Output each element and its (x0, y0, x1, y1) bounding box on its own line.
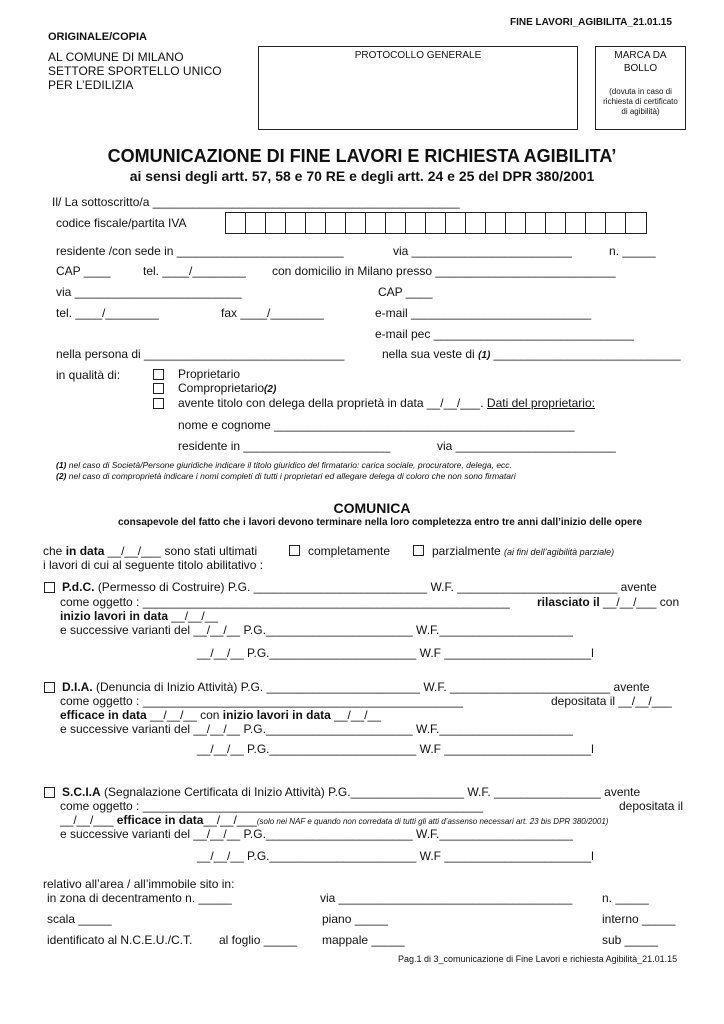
comproprietario-ref: (2) (264, 384, 277, 395)
foglio-field[interactable]: al foglio _____ (219, 933, 298, 947)
pdc-oggetto-field[interactable]: come oggetto : _______________________________________________________ (60, 595, 510, 609)
qualita-label: in qualità di: (56, 368, 121, 382)
completamente-label: completamente (308, 544, 391, 558)
in-data-label: in data (65, 544, 105, 558)
veste-field[interactable] (382, 347, 681, 361)
dia-efficace-field[interactable] (60, 708, 381, 722)
avente-titolo-label (178, 396, 595, 410)
pdc-line[interactable] (62, 580, 657, 594)
footnote-2 (56, 471, 516, 481)
scia-efficace-field[interactable] (60, 813, 608, 827)
footnote-1-ref: (1) (56, 460, 67, 470)
parzialmente-text: parzialmente (432, 544, 501, 558)
pdc-inizio-field[interactable] (60, 609, 218, 623)
parzialmente-note: (ai fini dell’agibilità parziale) (504, 547, 615, 557)
marca-note-3: di agibilità) (621, 107, 660, 116)
scia-label: S.C.I.A (62, 785, 101, 799)
dia-checkbox[interactable] (44, 682, 55, 693)
protocollo-label: PROTOCOLLO GENERALE (354, 50, 482, 61)
persona-field[interactable]: nella persona di ______________________________ (56, 347, 345, 361)
footnote-1 (56, 460, 512, 470)
parzialmente-label (432, 544, 614, 558)
pdc-inizio-label: inizio lavori in data (60, 609, 169, 623)
parzialmente-checkbox[interactable] (413, 545, 424, 556)
identificato-label: identificato al N.C.E.U./C.T. (47, 933, 193, 947)
nome-cognome-field[interactable]: nome e cognome _____________________________________________ (178, 418, 575, 432)
avente-titolo-text: avente titolo con delega della proprietà in data __/__/___. (178, 396, 484, 410)
avente-titolo-checkbox[interactable] (153, 398, 164, 409)
completamente-checkbox[interactable] (289, 545, 300, 556)
scia-depositata-label: depositata il (619, 799, 684, 813)
numero-immobile-field[interactable]: n. _____ (602, 891, 649, 905)
page-subtitle: ai sensi degli artt. 57, 58 e 70 RE e degli artt. 24 e 25 del DPR 380/2001 (129, 168, 595, 184)
addressee-line-3: PER L’EDILIZIA (48, 78, 134, 92)
interno-field[interactable]: interno _____ (602, 912, 676, 926)
originale-copia: ORIGINALE/COPIA (48, 31, 148, 43)
zona-field[interactable]: in zona di decentramento n. _____ (47, 891, 232, 905)
scia-varianti-field-2[interactable]: __/__/__ P.G.______________________ W.F ______________________l (197, 849, 594, 863)
veste-line: ____________________________ (493, 347, 681, 361)
proprietario-label: Proprietario (178, 367, 241, 381)
footnote-1-text: nel caso di Società/Persone giuridiche indicare il titolo giuridico del firmatario: carica sociale, procuratore, delega, ecc. (66, 460, 512, 470)
pdc-rilasciato-date: __/__/___ con (603, 595, 680, 609)
cap-field-2[interactable]: CAP ____ (378, 285, 433, 299)
marca-label-1: MARCA DA (614, 50, 667, 61)
scia-line[interactable] (62, 785, 640, 799)
comproprietario-label (178, 381, 276, 395)
pdc-inizio-date: __/__/__ (171, 609, 219, 623)
addressee-line-2: SETTORE SPORTELLO UNICO (48, 64, 222, 78)
numero-field-1[interactable]: n. _____ (609, 244, 656, 258)
che-text: che (43, 544, 63, 558)
fax-field[interactable]: fax ____/________ (221, 306, 324, 320)
tel-field-2[interactable]: tel. ____/________ (56, 306, 159, 320)
doc-code: FINE LAVORI_AGIBILITA_21.01.15 (510, 17, 672, 28)
marca-note-2: richiesta di certificato (603, 97, 678, 106)
dia-oggetto-field[interactable]: come oggetto : ________________________________________________ (60, 694, 464, 708)
dia-depositata-field[interactable]: depositata il __/__/___ (551, 694, 672, 708)
proprietario-checkbox[interactable] (153, 369, 164, 380)
scia-efficace-label: efficace in data (116, 813, 204, 827)
via-immobile-field[interactable]: via ___________________________________ (320, 891, 573, 905)
veste-ref: (1) (478, 350, 491, 361)
dia-inizio-label: inizio lavori in data (222, 708, 331, 722)
residente-field[interactable]: residente /con sede in _________________________ (56, 244, 344, 258)
titolo-abilitativo-label: i lavori di cui al seguente titolo abilitativo : (43, 558, 264, 572)
protocollo-box[interactable] (258, 46, 578, 130)
comproprietario-checkbox[interactable] (153, 383, 164, 394)
ultimati-line[interactable] (43, 544, 257, 558)
footnote-2-text: nel caso di comproprietà indicare i nomi completi di tutti i proprietari ed allegare delega di coloro che non sono firmatari (66, 471, 516, 481)
addressee-line-1: AL COMUNE DI MILANO (48, 50, 184, 64)
domicilio-field[interactable]: con domicilio in Milano presso ___________________________ (272, 264, 616, 278)
email-field[interactable]: e-mail ___________________________ (375, 306, 592, 320)
dia-varianti-field-2[interactable]: __/__/__ P.G.______________________ W.F ______________________l (197, 742, 594, 756)
dia-label: D.I.A. (62, 680, 93, 694)
tel-field-1[interactable]: tel. ____/________ (143, 264, 246, 278)
scia-desc: (Segnalazione Certificata di Inizio Attività) P.G._________________ W.F. ________________ avente (104, 785, 641, 799)
relativo-label: relativo all’area / all’immobile sito in: (43, 877, 235, 891)
pec-field[interactable]: e-mail pec ______________________________ (375, 327, 634, 341)
pdc-varianti-field-2[interactable]: __/__/__ P.G.______________________ W.F ______________________l (197, 646, 594, 660)
scala-field[interactable]: scala _____ (47, 912, 112, 926)
scia-checkbox[interactable] (44, 787, 55, 798)
footnote-2-ref: (2) (56, 471, 67, 481)
sottoscritto-field[interactable]: Il/ La sottoscritto/a ______________________________________________ (52, 195, 460, 209)
page-title: COMUNICAZIONE DI FINE LAVORI E RICHIESTA AGIBILITA’ (107, 146, 617, 166)
mappale-field[interactable]: mappale _____ (322, 933, 405, 947)
comunica-subheading: consapevole del fatto che i lavori devono terminare nella loro completezza entro tre anni dall’inizio delle opere (117, 517, 643, 528)
marca-note-1: (dovuta in caso di (609, 87, 672, 96)
scia-oggetto-field[interactable]: come oggetto : ___________________________________________________ (60, 799, 484, 813)
piano-field[interactable]: piano _____ (322, 912, 389, 926)
dati-proprietario-label: Dati del proprietario: (486, 396, 595, 410)
via-field-2[interactable]: via _________________________ (56, 285, 242, 299)
pdc-desc: (Permesso di Costruire) P.G. __________________________ W.F. ________________________ avente (97, 580, 657, 594)
residente-in-field[interactable]: residente in ______________________ (178, 439, 391, 453)
pdc-rilasciato-label: rilasciato il (537, 595, 600, 609)
sub-field[interactable]: sub _____ (602, 933, 659, 947)
scia-efficace-date: __/__/___ (203, 813, 257, 827)
cap-field-1[interactable]: CAP ____ (56, 264, 111, 278)
marca-bollo-box (595, 46, 686, 130)
veste-label: nella sua veste di (382, 347, 475, 361)
codice-fiscale-label: codice fiscale/partita IVA (56, 216, 187, 230)
scia-varianti-field[interactable]: e successive varianti del __/__/__ P.G.______________________ W.F.____________________ (60, 827, 573, 841)
dia-varianti-field[interactable]: e successive varianti del __/__/__ P.G.______________________ W.F.____________________ (60, 722, 573, 736)
dia-efficace-date: __/__/__ con (150, 708, 220, 722)
page-footer: Pag.1 di 3_comunicazione di Fine Lavori e richiesta Agibilità_21.01.15 (398, 954, 678, 964)
dia-line[interactable] (62, 680, 650, 694)
via-field-3[interactable]: via ________________________ (437, 439, 616, 453)
scia-date-line: __/__/___ (60, 813, 114, 827)
ultimati-date: __/__/___ sono stati ultimati (107, 544, 258, 558)
dia-inizio-date: __/__/__ (334, 708, 381, 722)
comproprietario-text: Comproprietario (178, 381, 265, 395)
dia-desc: (Denuncia di Inizio Attività) P.G. _______________________ W.F. ________________________ avente (96, 680, 650, 694)
codice-fiscale-boxes[interactable] (225, 212, 647, 234)
scia-efficace-note: (solo nei NAF e quando non corredata di tutti gli atti d’assenso necessari art. 23 bis DPR 380/2001) (256, 817, 609, 826)
pdc-rilasciato-field[interactable] (537, 595, 679, 609)
pdc-label: P.d.C. (62, 580, 95, 594)
via-field-1[interactable]: via ________________________ (393, 244, 572, 258)
pdc-checkbox[interactable] (44, 582, 55, 593)
pdc-varianti-field[interactable]: e successive varianti del __/__/__ P.G.______________________ W.F.____________________ (60, 623, 573, 637)
comunica-heading: COMUNICA (333, 500, 411, 516)
marca-label-2: BOLLO (623, 63, 658, 74)
dia-efficace-label: efficace in data (60, 708, 147, 722)
